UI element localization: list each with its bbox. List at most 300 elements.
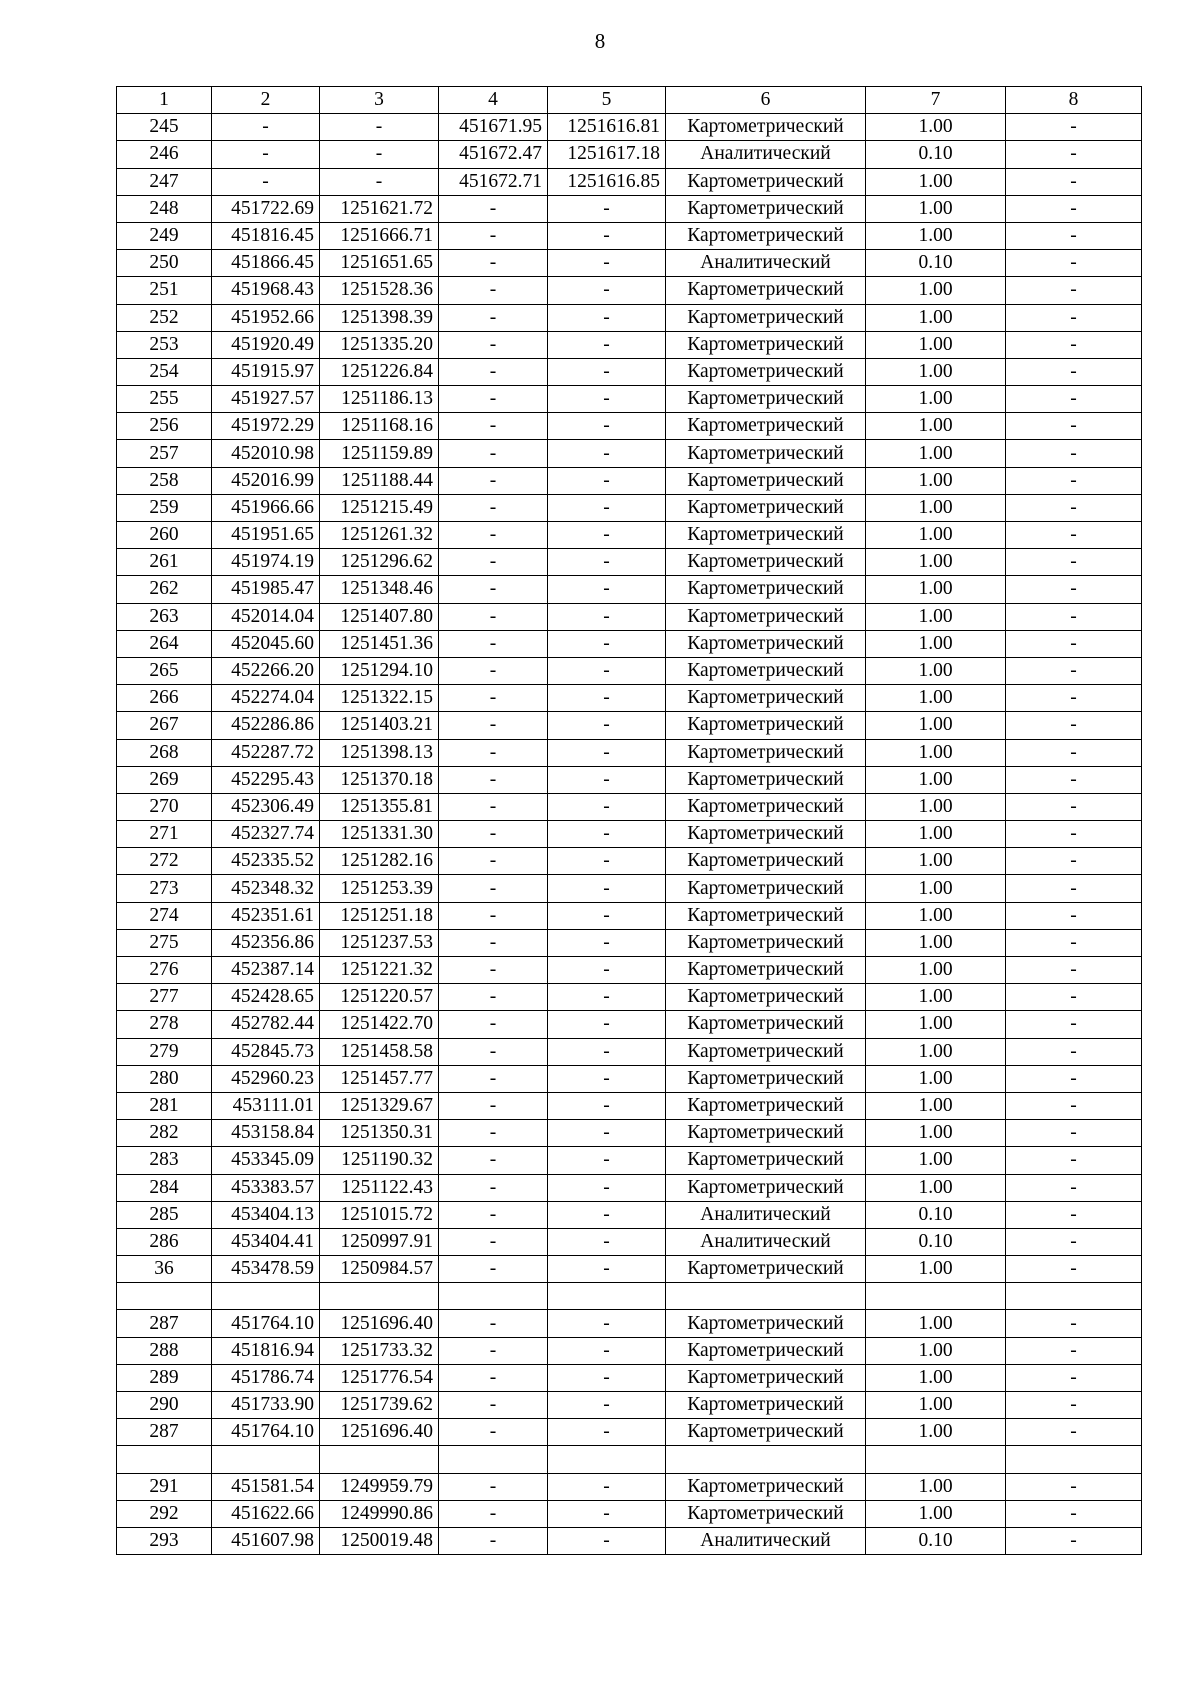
table-cell: - (1006, 1419, 1142, 1446)
table-cell: 452428.65 (212, 984, 320, 1011)
table-cell: 452335.52 (212, 848, 320, 875)
table-cell: 277 (117, 984, 212, 1011)
table-cell: 281 (117, 1092, 212, 1119)
table-cell: Аналитический (666, 141, 866, 168)
table-row (117, 1310, 1142, 1337)
table-cell: 1.00 (866, 1419, 1006, 1446)
table-cell: - (548, 1256, 666, 1283)
table-cell: 1.00 (866, 358, 1006, 385)
table-cell: 258 (117, 467, 212, 494)
table-cell: 1251355.81 (320, 793, 439, 820)
table-cell: - (548, 1201, 666, 1228)
table-cell: - (548, 821, 666, 848)
table-cell: - (439, 630, 548, 657)
table-row (117, 685, 1142, 712)
table-cell: 1.00 (866, 1065, 1006, 1092)
table-cell: - (548, 522, 666, 549)
table-cell: 1.00 (866, 902, 1006, 929)
table-cell: - (548, 1011, 666, 1038)
table-cell: - (439, 386, 548, 413)
table-cell: - (320, 141, 439, 168)
table-cell: 1251253.39 (320, 875, 439, 902)
table-cell: 1251458.58 (320, 1038, 439, 1065)
table-cell: - (548, 277, 666, 304)
table-cell: - (548, 576, 666, 603)
table-header-row (117, 87, 1142, 114)
table-cell: - (548, 250, 666, 277)
table-cell: 1.00 (866, 331, 1006, 358)
table-cell: Картометрический (666, 168, 866, 195)
table-cell: 451786.74 (212, 1364, 320, 1391)
table-cell: 1251666.71 (320, 222, 439, 249)
table-cell: - (548, 413, 666, 440)
table-cell: - (548, 304, 666, 331)
table-cell: Картометрический (666, 957, 866, 984)
table-cell: - (1006, 1364, 1142, 1391)
table-cell: 1251015.72 (320, 1201, 439, 1228)
table-cell: 452014.04 (212, 603, 320, 630)
table-cell: - (1006, 1147, 1142, 1174)
table-cell: 1.00 (866, 766, 1006, 793)
table-cell: 1.00 (866, 440, 1006, 467)
table-cell: 1.00 (866, 821, 1006, 848)
table-cell: 1251296.62 (320, 549, 439, 576)
table-cell: Картометрический (666, 358, 866, 385)
table-cell: 271 (117, 821, 212, 848)
header-cell: 3 (320, 87, 439, 114)
table-cell: 264 (117, 630, 212, 657)
table-cell: - (1006, 222, 1142, 249)
table-cell: - (439, 1256, 548, 1283)
table-cell: Картометрический (666, 1120, 866, 1147)
table-cell: - (320, 168, 439, 195)
table-cell: 451622.66 (212, 1500, 320, 1527)
table-cell: - (439, 1392, 548, 1419)
table-cell: - (1006, 576, 1142, 603)
table-cell: - (548, 1419, 666, 1446)
table-cell: 1251776.54 (320, 1364, 439, 1391)
table-cell (320, 1446, 439, 1473)
table-cell: - (320, 114, 439, 141)
table-cell: - (439, 1228, 548, 1255)
header-cell: 5 (548, 87, 666, 114)
table-cell: Картометрический (666, 1256, 866, 1283)
table-cell: - (1006, 168, 1142, 195)
table-cell: - (1006, 467, 1142, 494)
table-cell (439, 1283, 548, 1310)
table-cell: 273 (117, 875, 212, 902)
table-cell: 252 (117, 304, 212, 331)
table-cell: - (439, 1174, 548, 1201)
table-cell: 453383.57 (212, 1174, 320, 1201)
table-cell: 1251617.18 (548, 141, 666, 168)
table-cell: 1249990.86 (320, 1500, 439, 1527)
table-row (117, 1038, 1142, 1065)
table-row (117, 929, 1142, 956)
table-cell: Картометрический (666, 576, 866, 603)
table-cell: 282 (117, 1120, 212, 1147)
table-cell: - (1006, 712, 1142, 739)
table-cell: 1.00 (866, 1092, 1006, 1119)
table-cell: 247 (117, 168, 212, 195)
table-cell: - (1006, 358, 1142, 385)
table-cell: Картометрический (666, 549, 866, 576)
table-cell: 1.00 (866, 549, 1006, 576)
table-cell: 1.00 (866, 494, 1006, 521)
table-cell: 1251350.31 (320, 1120, 439, 1147)
table-cell: 278 (117, 1011, 212, 1038)
table-cell: - (1006, 1392, 1142, 1419)
table-cell: - (439, 1011, 548, 1038)
table-row (117, 1364, 1142, 1391)
table-cell: - (548, 358, 666, 385)
table-cell: - (548, 657, 666, 684)
table-cell: 0.10 (866, 250, 1006, 277)
table-cell: Картометрический (666, 413, 866, 440)
table-cell: - (439, 250, 548, 277)
table-cell: 1251251.18 (320, 902, 439, 929)
table-cell: 248 (117, 195, 212, 222)
table-cell: 1.00 (866, 222, 1006, 249)
table-cell: Картометрический (666, 712, 866, 739)
table-cell: 1.00 (866, 1120, 1006, 1147)
table-cell: Картометрический (666, 1500, 866, 1527)
table-cell: 1251451.36 (320, 630, 439, 657)
table-cell: 451672.71 (439, 168, 548, 195)
table-cell: 451581.54 (212, 1473, 320, 1500)
table-cell: 1249959.79 (320, 1473, 439, 1500)
table-cell: 36 (117, 1256, 212, 1283)
table-row (117, 1065, 1142, 1092)
table-cell: 1251348.46 (320, 576, 439, 603)
table-cell: 452327.74 (212, 821, 320, 848)
table-cell (666, 1283, 866, 1310)
table-cell: - (439, 875, 548, 902)
table-row (117, 1201, 1142, 1228)
table-cell: - (548, 1065, 666, 1092)
table-cell: - (212, 141, 320, 168)
table-cell: Картометрический (666, 222, 866, 249)
table-cell: - (548, 1038, 666, 1065)
table-cell: - (548, 957, 666, 984)
table-cell: 452356.86 (212, 929, 320, 956)
table-cell: - (1006, 331, 1142, 358)
table-row (117, 467, 1142, 494)
table-cell: 1251739.62 (320, 1392, 439, 1419)
table-cell: 275 (117, 929, 212, 956)
table-cell: - (548, 1092, 666, 1119)
table-cell: 1.00 (866, 1011, 1006, 1038)
page-number: 8 (594, 29, 606, 53)
table-cell: - (439, 277, 548, 304)
table-row (117, 1120, 1142, 1147)
table-cell: 451672.47 (439, 141, 548, 168)
table-cell: 451866.45 (212, 250, 320, 277)
table-cell: - (439, 739, 548, 766)
table-cell (666, 1446, 866, 1473)
table-cell: 1251188.44 (320, 467, 439, 494)
table-cell: Картометрический (666, 793, 866, 820)
table-cell: 451927.57 (212, 386, 320, 413)
table-cell: - (439, 1092, 548, 1119)
table-cell: - (439, 358, 548, 385)
table-cell: - (1006, 1201, 1142, 1228)
table-cell: 1.00 (866, 1147, 1006, 1174)
table-cell: 1251696.40 (320, 1310, 439, 1337)
table-separator-row (117, 1283, 1142, 1310)
table-cell: - (439, 821, 548, 848)
table-cell: 261 (117, 549, 212, 576)
header-cell: 8 (1006, 87, 1142, 114)
table-cell: 1251122.43 (320, 1174, 439, 1201)
table-row (117, 766, 1142, 793)
table-row (117, 1092, 1142, 1119)
table-cell: Картометрический (666, 1174, 866, 1201)
table-cell: 1251186.13 (320, 386, 439, 413)
table-cell: - (1006, 114, 1142, 141)
table-cell: Картометрический (666, 848, 866, 875)
table-cell: 251 (117, 277, 212, 304)
table-cell: 289 (117, 1364, 212, 1391)
table-cell: 1251335.20 (320, 331, 439, 358)
table-cell: 451915.97 (212, 358, 320, 385)
table-cell: - (1006, 929, 1142, 956)
table-cell: 1251282.16 (320, 848, 439, 875)
table-row (117, 1228, 1142, 1255)
table-cell: 1.00 (866, 1310, 1006, 1337)
table-cell: - (1006, 195, 1142, 222)
table-cell: Картометрический (666, 902, 866, 929)
table-row (117, 386, 1142, 413)
table-cell: 452286.86 (212, 712, 320, 739)
table-cell: 451966.66 (212, 494, 320, 521)
table-cell: - (548, 1473, 666, 1500)
table-cell: Картометрический (666, 277, 866, 304)
table-cell: 259 (117, 494, 212, 521)
table-cell: 1250997.91 (320, 1228, 439, 1255)
table-row (117, 1527, 1142, 1554)
table-cell: 260 (117, 522, 212, 549)
table-cell: - (548, 1310, 666, 1337)
table-cell: Картометрический (666, 1147, 866, 1174)
table-cell: 452010.98 (212, 440, 320, 467)
table-cell: - (548, 331, 666, 358)
table-cell: Аналитический (666, 250, 866, 277)
table-cell: 1251398.13 (320, 739, 439, 766)
table-cell: - (548, 1527, 666, 1554)
table-cell: - (548, 1364, 666, 1391)
table-cell: 291 (117, 1473, 212, 1500)
header-cell: 7 (866, 87, 1006, 114)
table-cell: - (439, 793, 548, 820)
table-cell: 283 (117, 1147, 212, 1174)
table-cell: 257 (117, 440, 212, 467)
table-cell: - (439, 413, 548, 440)
table-cell: Картометрический (666, 304, 866, 331)
table-cell: - (1006, 685, 1142, 712)
table-cell: 1.00 (866, 630, 1006, 657)
table-cell: Картометрический (666, 1337, 866, 1364)
table-cell: - (439, 440, 548, 467)
table-cell: Картометрический (666, 331, 866, 358)
table-cell: 1.00 (866, 1364, 1006, 1391)
table-cell: Картометрический (666, 739, 866, 766)
table-cell: 292 (117, 1500, 212, 1527)
table-cell: Картометрический (666, 630, 866, 657)
table-cell: 453158.84 (212, 1120, 320, 1147)
table-cell: - (1006, 277, 1142, 304)
table-cell: Картометрический (666, 875, 866, 902)
table-cell: 1251403.21 (320, 712, 439, 739)
table-cell: 1.00 (866, 848, 1006, 875)
table-cell: Картометрический (666, 766, 866, 793)
table-cell: 451816.45 (212, 222, 320, 249)
table-cell: Картометрический (666, 1419, 866, 1446)
table-cell: - (439, 1120, 548, 1147)
table-cell: - (439, 304, 548, 331)
table-cell: - (1006, 984, 1142, 1011)
table-cell (866, 1283, 1006, 1310)
table-cell: - (548, 440, 666, 467)
table-cell: 1.00 (866, 875, 1006, 902)
table-cell: - (439, 467, 548, 494)
table-cell: 1250984.57 (320, 1256, 439, 1283)
table-cell: 1251226.84 (320, 358, 439, 385)
table-cell: 284 (117, 1174, 212, 1201)
header-cell: 2 (212, 87, 320, 114)
table-cell: 1251329.67 (320, 1092, 439, 1119)
table-cell: 452306.49 (212, 793, 320, 820)
table-cell: 452274.04 (212, 685, 320, 712)
table-cell: 280 (117, 1065, 212, 1092)
table-cell: 293 (117, 1527, 212, 1554)
table-cell: - (439, 522, 548, 549)
table-cell: - (548, 1392, 666, 1419)
table-cell: - (439, 984, 548, 1011)
table-cell: - (1006, 1473, 1142, 1500)
table-cell: 1251215.49 (320, 494, 439, 521)
table-cell: - (548, 929, 666, 956)
table-cell: 1.00 (866, 1256, 1006, 1283)
table-cell: 1.00 (866, 957, 1006, 984)
table-row (117, 793, 1142, 820)
table-row (117, 1337, 1142, 1364)
table-cell: 1251651.65 (320, 250, 439, 277)
table-cell: - (1006, 1337, 1142, 1364)
table-cell: 1.00 (866, 1392, 1006, 1419)
table-cell: 453345.09 (212, 1147, 320, 1174)
table-cell: 272 (117, 848, 212, 875)
table-cell: 266 (117, 685, 212, 712)
table-row (117, 141, 1142, 168)
table-row (117, 413, 1142, 440)
table-cell: 274 (117, 902, 212, 929)
table-cell: 254 (117, 358, 212, 385)
table-cell: - (548, 467, 666, 494)
table-row (117, 549, 1142, 576)
table-cell: - (548, 875, 666, 902)
table-cell: Картометрический (666, 494, 866, 521)
table-cell: 451764.10 (212, 1310, 320, 1337)
table-row (117, 494, 1142, 521)
table-cell: - (1006, 957, 1142, 984)
table-cell: 451607.98 (212, 1527, 320, 1554)
table-cell: - (548, 1174, 666, 1201)
table-cell: 1.00 (866, 576, 1006, 603)
table-cell (117, 1446, 212, 1473)
table-cell: 267 (117, 712, 212, 739)
table-cell: 1251220.57 (320, 984, 439, 1011)
table-row (117, 902, 1142, 929)
table-cell: - (1006, 821, 1142, 848)
table-row (117, 331, 1142, 358)
table-cell: 452295.43 (212, 766, 320, 793)
table-row (117, 984, 1142, 1011)
table-cell: - (1006, 902, 1142, 929)
table-cell: 451920.49 (212, 331, 320, 358)
table-row (117, 739, 1142, 766)
table-row (117, 168, 1142, 195)
table-cell: 1251370.18 (320, 766, 439, 793)
table-cell: 1.00 (866, 1038, 1006, 1065)
table-row (117, 222, 1142, 249)
table-cell: 270 (117, 793, 212, 820)
table-cell: 451972.29 (212, 413, 320, 440)
table-cell: 451951.65 (212, 522, 320, 549)
table-cell: 451671.95 (439, 114, 548, 141)
table-cell: 0.10 (866, 141, 1006, 168)
table-cell: Картометрический (666, 657, 866, 684)
table-cell: - (548, 1147, 666, 1174)
table-cell (1006, 1446, 1142, 1473)
table-cell: - (1006, 1500, 1142, 1527)
table-cell: Картометрический (666, 685, 866, 712)
table-cell: - (1006, 522, 1142, 549)
table-cell: 1.00 (866, 793, 1006, 820)
table-cell: 1.00 (866, 304, 1006, 331)
table-cell: 1.00 (866, 195, 1006, 222)
table-cell: 0.10 (866, 1527, 1006, 1554)
table-cell: 249 (117, 222, 212, 249)
table-row (117, 603, 1142, 630)
table-cell: 245 (117, 114, 212, 141)
table-cell: 269 (117, 766, 212, 793)
table-cell: - (1006, 304, 1142, 331)
header-cell: 6 (666, 87, 866, 114)
table-cell: - (548, 739, 666, 766)
table-cell: - (1006, 1092, 1142, 1119)
table-cell: 451764.10 (212, 1419, 320, 1446)
table-cell: 451722.69 (212, 195, 320, 222)
table-cell: 452845.73 (212, 1038, 320, 1065)
table-cell: Картометрический (666, 1092, 866, 1119)
table-cell: - (1006, 875, 1142, 902)
table-cell: 451816.94 (212, 1337, 320, 1364)
table-row (117, 358, 1142, 385)
table-cell: Картометрический (666, 1065, 866, 1092)
table-cell: - (439, 222, 548, 249)
table-cell: 1.00 (866, 1473, 1006, 1500)
table-cell: 253 (117, 331, 212, 358)
table-cell: 1.00 (866, 657, 1006, 684)
table-cell: - (439, 902, 548, 929)
table-cell: 1251407.80 (320, 603, 439, 630)
table-cell: 452287.72 (212, 739, 320, 766)
table-cell: 285 (117, 1201, 212, 1228)
table-cell: 1251331.30 (320, 821, 439, 848)
table-cell: - (1006, 793, 1142, 820)
table-cell: - (1006, 141, 1142, 168)
